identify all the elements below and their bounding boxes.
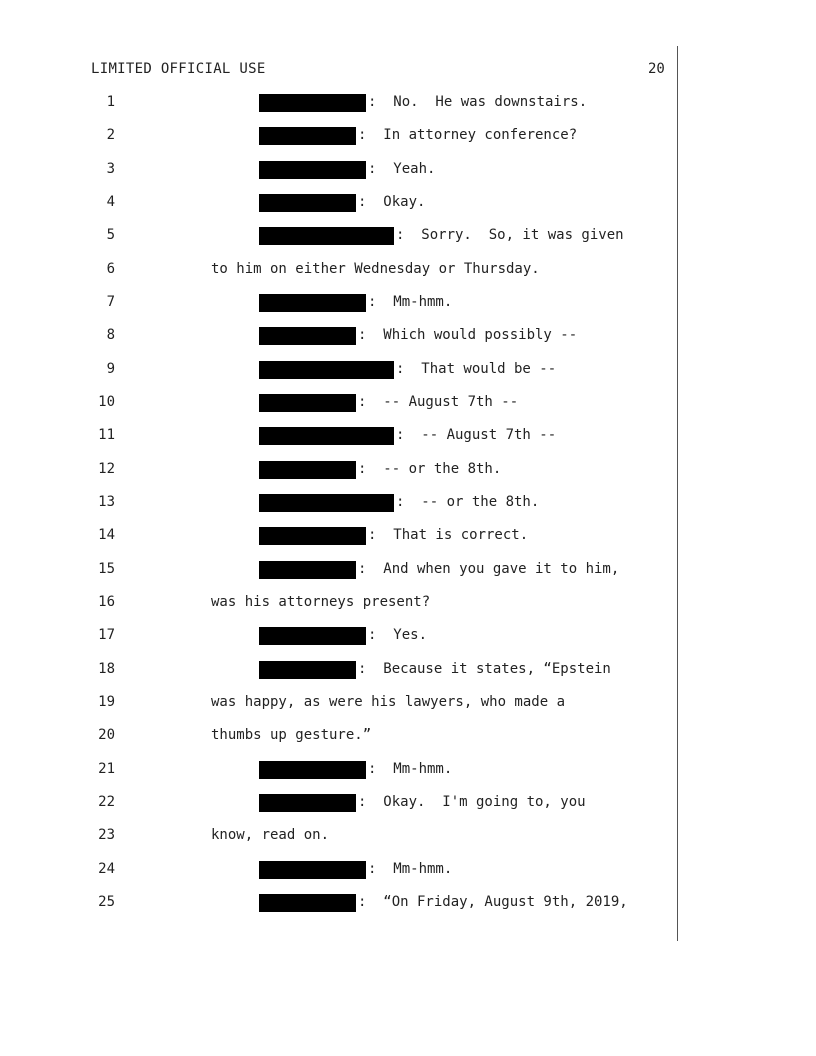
speaker-redaction — [259, 194, 356, 212]
continuation-line-text: to him on either Wednesday or Thursday. — [211, 261, 540, 277]
speaker-redaction — [259, 561, 356, 579]
line-number: 10 — [98, 394, 115, 410]
speaker-line-text: : -- August 7th -- — [358, 394, 519, 410]
line-number: 6 — [106, 261, 115, 277]
line-number: 13 — [98, 494, 115, 510]
speaker-redaction — [259, 494, 394, 512]
line-number: 8 — [106, 327, 115, 343]
line-number: 1 — [106, 94, 115, 110]
continuation-line-text: know, read on. — [211, 827, 330, 843]
speaker-redaction — [259, 227, 394, 245]
speaker-redaction — [259, 627, 366, 645]
line-number: 25 — [98, 894, 115, 910]
speaker-line-text: : Mm-hmm. — [368, 761, 453, 777]
speaker-line-text: : Mm-hmm. — [368, 861, 453, 877]
line-number: 23 — [98, 827, 115, 843]
continuation-line-text: was his attorneys present? — [211, 594, 431, 610]
speaker-line-text: : Sorry. So, it was given — [396, 227, 624, 243]
speaker-redaction — [259, 294, 366, 312]
line-number: 12 — [98, 461, 115, 477]
speaker-line-text: : Which would possibly -- — [358, 327, 578, 343]
line-number: 17 — [98, 627, 115, 643]
speaker-line-text: : -- or the 8th. — [396, 494, 540, 510]
speaker-redaction — [259, 527, 366, 545]
line-number: 19 — [98, 694, 115, 710]
speaker-redaction — [259, 461, 356, 479]
speaker-line-text: : -- August 7th -- — [396, 427, 557, 443]
speaker-line-text: : Yeah. — [368, 161, 436, 177]
line-number: 3 — [106, 161, 115, 177]
speaker-line-text: : No. He was downstairs. — [368, 94, 588, 110]
speaker-line-text: : Okay. I'm going to, you — [358, 794, 586, 810]
line-number: 24 — [98, 861, 115, 877]
speaker-redaction — [259, 94, 366, 112]
line-number: 7 — [106, 294, 115, 310]
speaker-redaction — [259, 327, 356, 345]
line-number: 15 — [98, 561, 115, 577]
speaker-redaction — [259, 127, 356, 145]
speaker-redaction — [259, 894, 356, 912]
speaker-redaction — [259, 794, 356, 812]
speaker-redaction — [259, 161, 366, 179]
line-number: 9 — [106, 361, 115, 377]
line-number: 16 — [98, 594, 115, 610]
speaker-line-text: : Mm-hmm. — [368, 294, 453, 310]
speaker-redaction — [259, 661, 356, 679]
speaker-line-text: : “On Friday, August 9th, 2019, — [358, 894, 628, 910]
continuation-line-text: was happy, as were his lawyers, who made a — [211, 694, 566, 710]
speaker-redaction — [259, 427, 394, 445]
line-number: 22 — [98, 794, 115, 810]
line-number: 4 — [106, 194, 115, 210]
speaker-line-text: : And when you gave it to him, — [358, 561, 620, 577]
right-margin-rule — [677, 46, 678, 941]
continuation-line-text: thumbs up gesture.” — [211, 727, 372, 743]
line-number: 14 — [98, 527, 115, 543]
speaker-redaction — [259, 394, 356, 412]
speaker-line-text: : Because it states, “Epstein — [358, 661, 611, 677]
speaker-line-text: : In attorney conference? — [358, 127, 578, 143]
line-number: 21 — [98, 761, 115, 777]
speaker-redaction — [259, 761, 366, 779]
line-number: 18 — [98, 661, 115, 677]
page-number: 20 — [648, 61, 665, 77]
line-number: 20 — [98, 727, 115, 743]
line-number: 11 — [98, 427, 115, 443]
line-number: 5 — [106, 227, 115, 243]
speaker-line-text: : That is correct. — [368, 527, 529, 543]
speaker-line-text: : Okay. — [358, 194, 426, 210]
classification-marking: LIMITED OFFICIAL USE — [91, 61, 266, 77]
speaker-redaction — [259, 861, 366, 879]
speaker-redaction — [259, 361, 394, 379]
speaker-line-text: : That would be -- — [396, 361, 557, 377]
speaker-line-text: : Yes. — [368, 627, 428, 643]
speaker-line-text: : -- or the 8th. — [358, 461, 502, 477]
line-number: 2 — [106, 127, 115, 143]
